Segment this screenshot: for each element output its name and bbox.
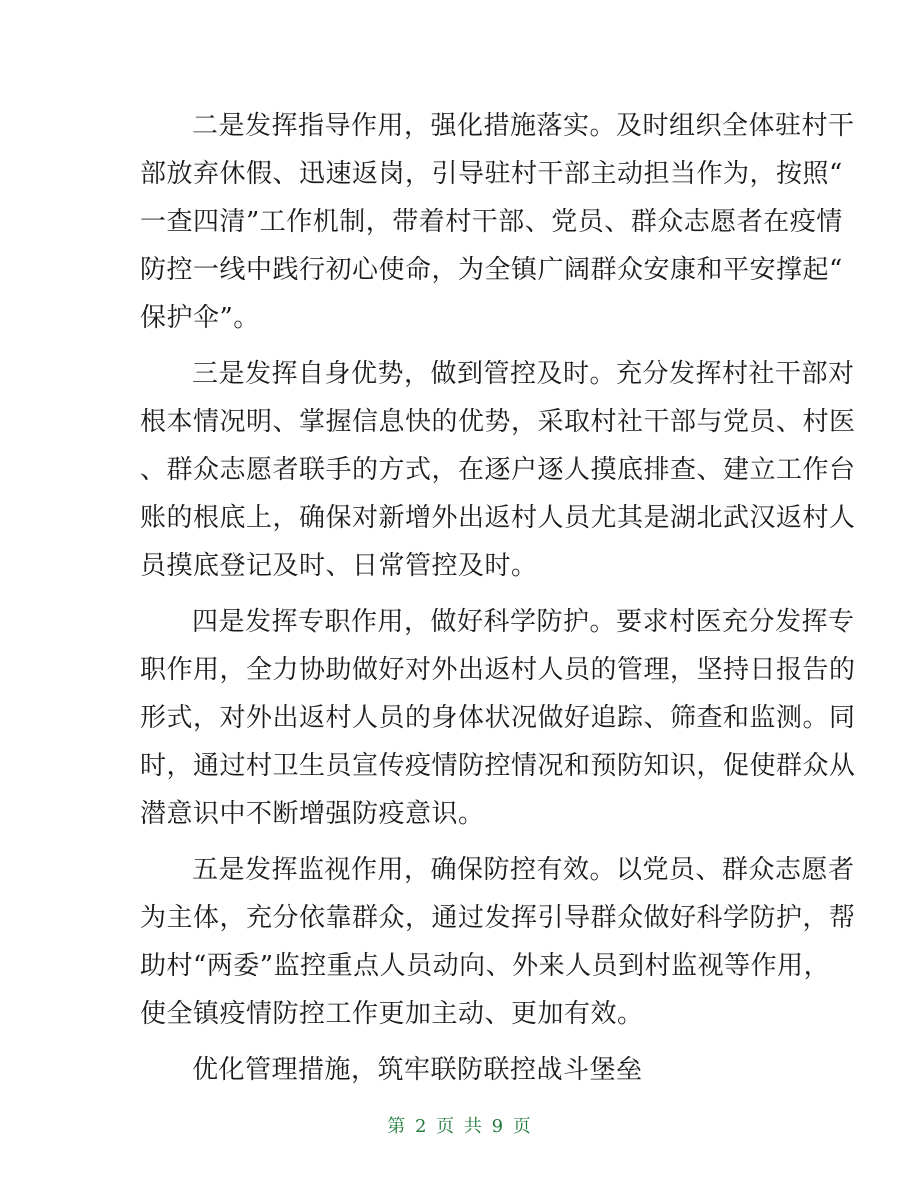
- paragraph-line: 账的根底上，确保对新增外出返村人员尤其是湖北武汉返村人: [140, 503, 856, 533]
- paragraph-line: 职作用，全力协助做好对外出返村人员的管理，坚持日报告的: [140, 655, 856, 685]
- paragraph-line: 时，通过村卫生员宣传疫情防控情况和预防知识，促使群众从: [140, 751, 856, 781]
- paragraph-line: 四是发挥专职作用，做好科学防护。要求村医充分发挥专: [192, 607, 855, 637]
- paragraph-line: 为主体，充分依靠群众，通过发挥引导群众做好科学防护，帮: [140, 903, 856, 933]
- paragraph-line: 根本情况明、掌握信息快的优势，采取村社干部与党员、村医: [140, 407, 856, 437]
- paragraph-line: 使全镇疫情防控工作更加主动、更加有效。: [140, 999, 644, 1029]
- paragraph-1: [140, 102, 855, 342]
- paragraph-line: 部放弃休假、迅速返岗，引导驻村干部主动担当作为，按照“: [140, 159, 843, 189]
- paragraph-line: 防控一线中践行初心使命，为全镇广阔群众安康和平安撑起“: [140, 255, 843, 285]
- paragraph-3: [140, 598, 856, 838]
- paragraph-line: 助村“两委”监控重点人员动向、外来人员到村监视等作用，: [140, 951, 831, 981]
- paragraph-line: 二是发挥指导作用，强化措施落实。及时组织全体驻村干: [192, 111, 855, 141]
- paragraph-4: [140, 846, 856, 1038]
- section-heading: [140, 1046, 790, 1094]
- paragraph-line: 、群众志愿者联手的方式，在逐户逐人摸底排查、建立工作台: [140, 455, 856, 485]
- paragraph-line: 五是发挥监视作用，确保防控有效。以党员、群众志愿者: [192, 855, 855, 885]
- paragraph-line: 员摸底登记及时、日常管控及时。: [140, 551, 538, 581]
- section-heading-text: 优化管理措施，筑牢联防联控战斗堡垒: [192, 1055, 643, 1085]
- paragraph-line: 保护伞”。: [140, 303, 260, 333]
- document-body: [140, 102, 856, 1094]
- paragraph-line: 形式，对外出返村人员的身体状况做好追踪、筛查和监测。同: [140, 703, 856, 733]
- page-number-footer: 第 2 页 共 9 页: [387, 1116, 533, 1137]
- paragraph-line: 潜意识中不断增强防疫意识。: [140, 799, 485, 829]
- paragraph-2: [140, 350, 856, 590]
- paragraph-line: 一查四清”工作机制，带着村干部、党员、群众志愿者在疫情: [140, 207, 843, 237]
- paragraph-line: 三是发挥自身优势，做到管控及时。充分发挥村社干部对: [192, 359, 855, 389]
